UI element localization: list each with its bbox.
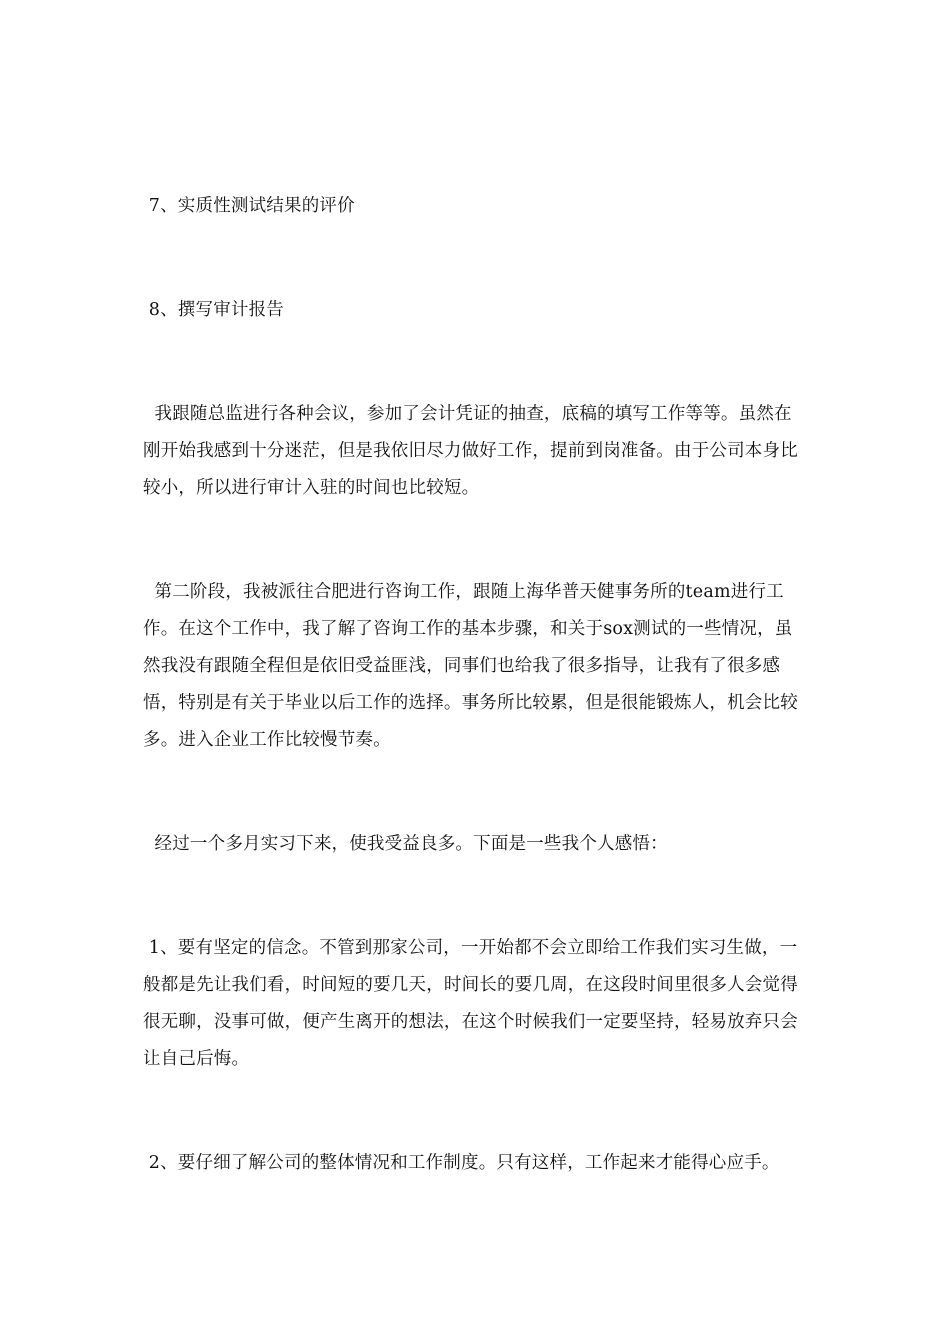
list-item-7: 7、实质性测试结果的评价 [143,196,355,216]
paragraph-meetings: 我跟随总监进行各种会议，参加了会计凭证的抽查，底稿的填写工作等等。虽然在刚开始我感到十分迷茫，但是我依旧尽力做好工作，提前到岗准备。由于公司本身比较小，所以进行审计入驻的时间也比较短。 [143,404,798,498]
paragraph-summary-intro: 经过一个多月实习下来，使我受益良多。下面是一些我个人感悟： [143,834,668,854]
paragraph-second-stage: 第二阶段，我被派往合肥进行咨询工作，跟随上海华普天健事务所的team进行工作。在这个工作中，我了解了咨询工作的基本步骤，和关于sox测试的一些情况，虽然我没有跟随全程但是依旧受益匪浅，同事们也给我了很多指导，让我有了很多感悟，特别是有关于毕业以后工作的选择。事务所比较累，但是很能锻炼人，机会比较多。进入企业工作比较慢节奏。 [143,582,798,750]
paragraph-insight-2: 2、要仔细了解公司的整体情况和工作制度。只有这样，工作起来才能得心应手。 [143,1153,780,1173]
paragraph-insight-1: 1、要有坚定的信念。不管到那家公司，一开始都不会立即给工作我们实习生做，一般都是先让我们看，时间短的要几天，时间长的要几周，在这段时间里很多人会觉得很无聊，没事可做，便产生离开的想法，在这个时候我们一定要坚持，轻易放弃只会让自己后悔。 [143,938,798,1069]
list-item-8: 8、撰写审计报告 [143,300,284,320]
